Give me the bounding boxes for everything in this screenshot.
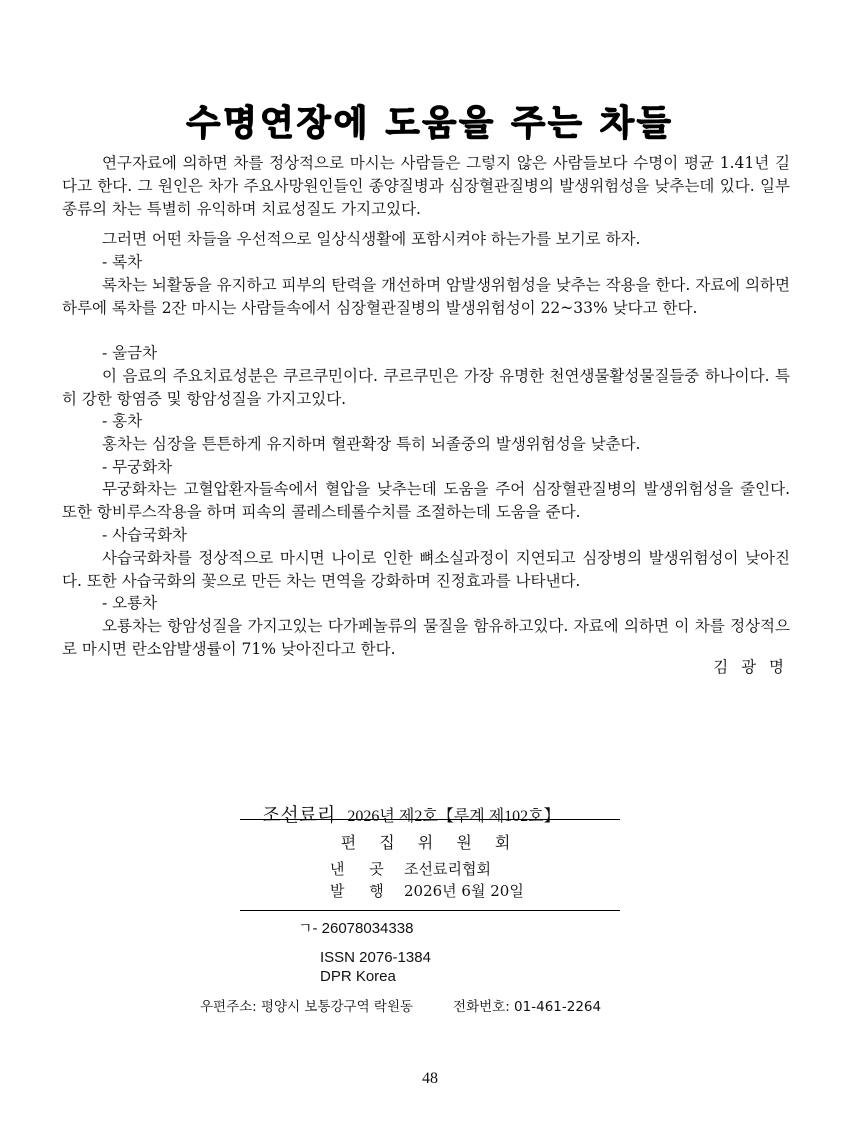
author-name: 김 광 명 — [713, 658, 788, 676]
publish-date: 2026년 6월 20일 — [404, 882, 524, 900]
postal-address: 우편주소: 평양시 보통강구역 락원동 — [200, 999, 414, 1015]
section-body-hibiscus-tea: 무궁화차는 고혈압환자들속에서 혈압을 낮추는데 도움을 주어 심장혈관질병의 발생위험성을 줄인다. 또한 항비루스작용을 하며 피속의 콜레스테롤수치를 조절하는데 도움을 준다. — [62, 480, 790, 521]
magazine-name: 조선료리 — [262, 804, 336, 826]
colophon-top-rule — [240, 819, 620, 820]
phone-number: 전화번호: 01-461-2264 — [453, 999, 602, 1015]
publisher-label: 낸 곳 — [330, 860, 394, 878]
intro-paragraph: 연구자료에 의하면 차를 정상적으로 마시는 사람들은 그렇지 않은 사람들보다 수명이 평균 1.41년 길다고 한다. 그 원인은 차가 주요사망원인들인 종양질병과 심장혈관질병의 발생위험성을 낮추는데 있다. 일부 종류의 차는 특별히 유익하며 치료성질도 가지고있다. — [62, 154, 790, 218]
section-body-oolong-tea: 오룡차는 항암성질을 가지고있는 다가페놀류의 물질을 함유하고있다. 자료에 의하면 이 차를 정상적으로 마시면 란소암발생률이 71% 낮아진다고 한다. — [62, 617, 790, 658]
section-body-turmeric-tea: 이 음료의 주요치료성분은 쿠르쿠민이다. 쿠르쿠민은 가장 유명한 천연생물활성물질들중 하나이다. 특히 강한 항염증 및 항암성질을 가지고있다. — [62, 367, 790, 408]
issn: ISSN 2076-1384 — [320, 949, 431, 966]
date-label: 발 행 — [330, 882, 394, 900]
section-body-black-tea: 홍차는 심장을 튼튼하게 유지하며 혈관확장 특히 뇌졸중의 발생위험성을 낮춘다. — [102, 435, 641, 453]
section-heading-black-tea: - 홍차 — [102, 412, 143, 430]
colophon-bottom-rule — [240, 910, 620, 911]
intro-paragraph-2: 그러면 어떤 차들을 우선적으로 일상식생활에 포함시켜야 하는가를 보기로 하자. — [102, 230, 641, 248]
country: DPR Korea — [320, 968, 396, 985]
section-heading-turmeric-tea: - 울금차 — [102, 344, 158, 362]
publication-code: ㄱ- 26078034338 — [298, 920, 414, 937]
contact-line — [200, 995, 601, 1015]
publisher-name: 조선료리협회 — [404, 860, 491, 878]
section-heading-hibiscus-tea: - 무궁화차 — [102, 458, 173, 476]
section-heading-green-tea: - 록차 — [102, 253, 143, 271]
section-body-chamomile-tea: 사습국화차를 정상적으로 마시면 나이로 인한 뼈소실과정이 지연되고 심장병의 발생위험성이 낮아진다. 또한 사습국화의 꽃으로 만든 차는 면역을 강화하며 진정효과를 나타낸다. — [62, 549, 790, 590]
section-heading-chamomile-tea: - 사습국화차 — [102, 526, 188, 544]
section-heading-oolong-tea: - 오룡차 — [102, 594, 158, 612]
editorial-committee: 편 집 위 원 회 — [340, 833, 520, 852]
issue-line — [240, 800, 620, 827]
page-number: 48 — [422, 1070, 438, 1087]
article-title: 수명연장에 도움을 주는 차들 — [186, 104, 674, 144]
issue-number: 2026년 제2호【루계 제102호】 — [347, 808, 560, 825]
section-body-green-tea: 록차는 뇌활동을 유지하고 피부의 탄력을 개선하며 암발생위험성을 낮추는 작용을 한다. 자료에 의하면 하루에 록차를 2잔 마시는 사람들속에서 심장혈관질병의 발생위험성이 22~33% 낮다고 한다. — [62, 276, 790, 317]
